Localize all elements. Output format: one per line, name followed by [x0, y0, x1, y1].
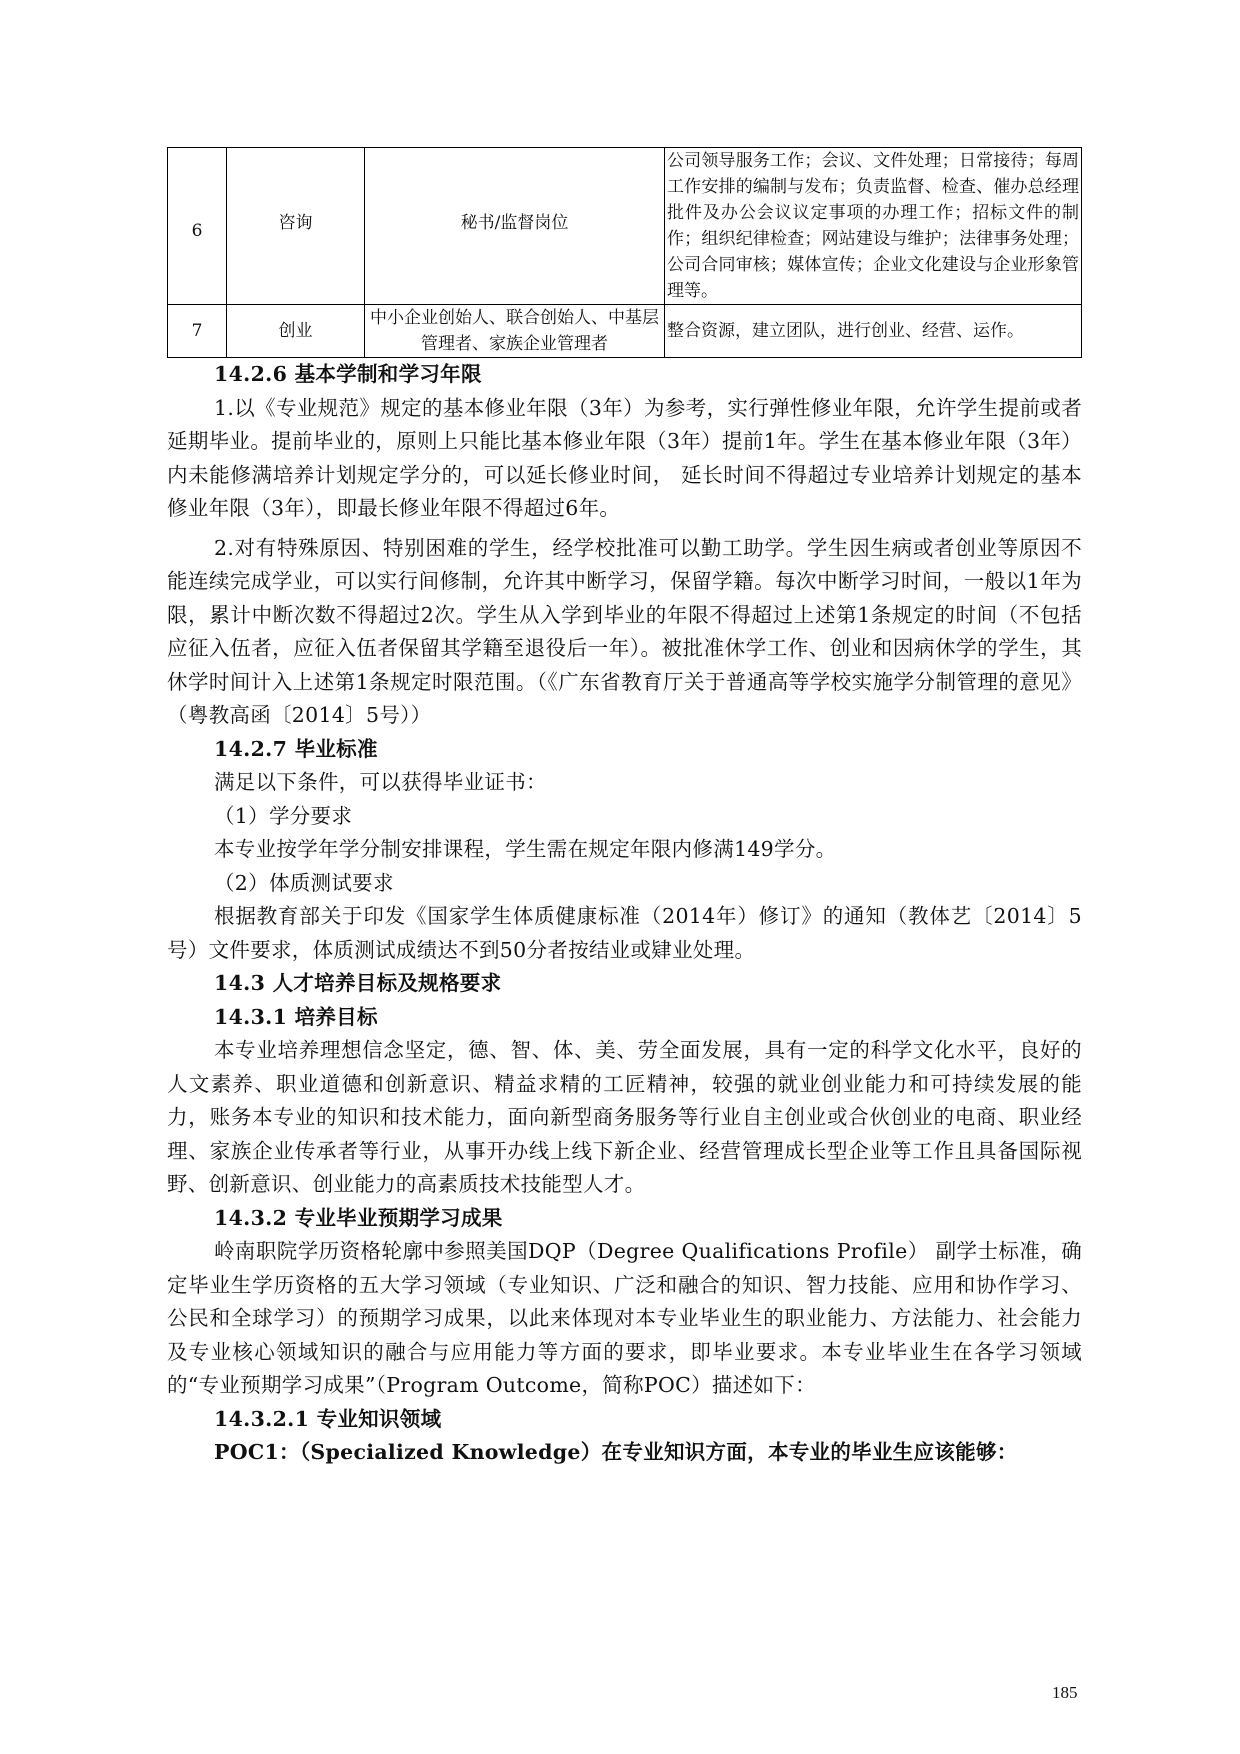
- paragraph: 1.以《专业规范》规定的基本修业年限（3年）为参考，实行弹性修业年限，允许学生提前或者延期毕业。提前毕业的，原则上只能比基本修业年限（3年）提前1年。学生在基本修业年限（3年）内未能修满培养计划规定学分的，可以延长修业时间， 延长时间不得超过专业培养计划规定的基本修业年限（3年），即最长修业年限不得超过6年。: [167, 395, 1082, 520]
- paragraph: 满足以下条件，可以获得毕业证书：: [214, 770, 547, 794]
- paragraph: 岭南职院学历资格轮廓中参照美国DQP（Degree Qualifications Profile） 副学士标准，确定毕业生学历资格的五大学习领域（专业知识、广泛和融合的知识、智力技能、应用和协作学习、公民和全球学习）的预期学习成果，以此来体现对本专业毕业生的职业能力、方法能力、社会能力及专业核心领域知识的融合与应用能力等方面的要求，即毕业要求。本专业毕业生在各学习领域的“专业预期学习成果”（Program Outcome，简称POC）描述如下：: [167, 1239, 1082, 1397]
- cell-post: 秘书/监督岗位: [365, 148, 665, 305]
- cell-direction: 创业: [227, 305, 365, 358]
- document-page: [167, 147, 1082, 1470]
- cell-description: 公司领导服务工作；会议、文件处理；日常接待；每周工作安排的编制与发布；负责监督、检查、催办总经理批件及办公会议议定事项的办理工作；招标文件的制作；组织纪律检查；网站建设与维护；法律事务处理；公司合同审核；媒体宣传；企业文化建设与企业形象管理等。: [665, 148, 1082, 305]
- paragraph: 本专业按学年学分制安排课程，学生需在规定年限内修满149学分。: [214, 837, 837, 861]
- poc-heading: POC1：（Specialized Knowledge）在专业知识方面，本专业的毕业生应该能够：: [214, 1440, 1018, 1464]
- section-heading: 14.3.2.1 专业知识领域: [214, 1406, 442, 1431]
- cell-description: 整合资源，建立团队，进行创业、经营、运作。: [665, 305, 1082, 358]
- cell-post: 中小企业创始人、联合创始人、中基层管理者、家族企业管理者: [365, 305, 665, 358]
- section-heading: 14.3.1 培养目标: [214, 1004, 378, 1029]
- section-heading: 14.3.2 专业毕业预期学习成果: [214, 1205, 503, 1230]
- paragraph: 2.对有特殊原因、特别困难的学生，经学校批准可以勤工助学。学生因生病或者创业等原因不能连续完成学业，可以实行间修制，允许其中断学习，保留学籍。每次中断学习时间，一般以1年为限，累计中断次数不得超过2次。学生从入学到毕业的年限不得超过上述第1条规定的时间（不包括应征入伍者，应征入伍者保留其学籍至退役后一年）。被批准休学工作、创业和因病休学的学生，其休学时间计入上述第1条规定时限范围。（《广东省教育厅关于普通高等学校实施学分制管理的意见》（粤教高函〔2014〕5号））: [167, 535, 1082, 727]
- sub-heading: （1）学分要求: [214, 803, 353, 828]
- table-row: [168, 148, 1082, 305]
- paragraph: 本专业培养理想信念坚定，德、智、体、美、劳全面发展，具有一定的科学文化水平，良好的人文素养、职业道德和创新意识、精益求精的工匠精神，较强的就业创业能力和可持续发展的能力，账务本专业的知识和技术能力，面向新型商务服务等行业自主创业或合伙创业的电商、职业经理、家族企业传承者等行业，从事开办线上线下新企业、经营管理成长型企业等工作且具备国际视野、创新意识、创业能力的高素质技术技能型人才。: [167, 1038, 1082, 1196]
- body-text: [167, 358, 1082, 1470]
- paragraph: 根据教育部关于印发《国家学生体质健康标准（2014年）修订》的通知（教体艺〔2014〕5号）文件要求，体质测试成绩达不到50分者按结业或肄业处理。: [167, 904, 1082, 962]
- table-row: [168, 305, 1082, 358]
- cell-no: 6: [168, 148, 227, 305]
- cell-no: 7: [168, 305, 227, 358]
- section-heading: 14.2.7 毕业标准: [214, 736, 378, 761]
- page-number: 185: [1052, 1683, 1078, 1702]
- cell-direction: 咨询: [227, 148, 365, 305]
- job-table: [167, 147, 1082, 358]
- section-heading: 14.3 人才培养目标及规格要求: [214, 971, 502, 995]
- sub-heading: （2）体质测试要求: [214, 870, 394, 895]
- section-heading: 14.2.6 基本学制和学习年限: [214, 362, 482, 386]
